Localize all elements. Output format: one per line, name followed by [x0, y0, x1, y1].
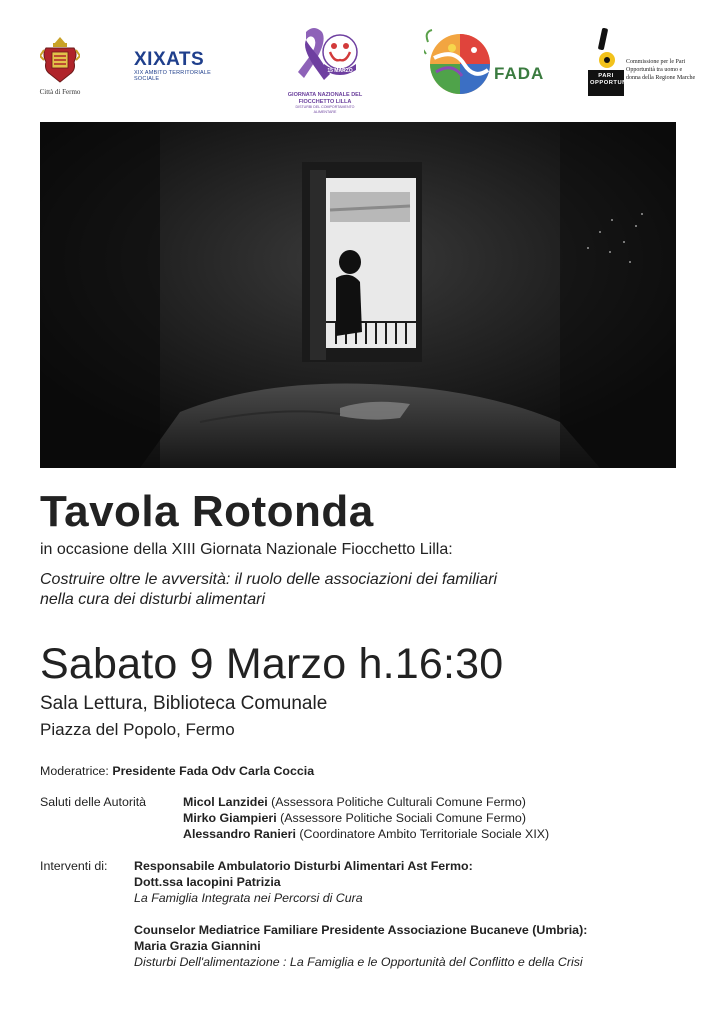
pari-opportunita-caption: Commissione per le Pari Opportunità tra uomo e donna della Regione Marche [626, 59, 696, 81]
intervento-person: Maria Grazia Giannini [134, 939, 261, 953]
pari-opportunita-logo [586, 26, 696, 102]
event-theme-line-1: Costruire oltre le avversità: il ruolo delle associazioni dei familiari [40, 571, 498, 588]
citta-di-fermo-logo [34, 34, 86, 96]
fermo-caption: Città di Fermo [39, 88, 81, 96]
lilla-caption: GIORNATA NAZIONALE DEL FIOCCHETTO LILLA [287, 92, 363, 105]
interventi-label: Interventi di: [40, 859, 108, 873]
lilla-ribbon-icon [284, 26, 366, 86]
exclamation-icon [586, 26, 626, 72]
saluti-person-name: Micol Lanzidei [183, 795, 268, 809]
event-venue: Sala Lettura, Biblioteca Comunale [40, 693, 328, 714]
intervento-talk: Disturbi Dell'alimentazione : La Famiglia e le Opportunità del Conflitto e della Crisi [134, 955, 583, 969]
moderatrice-line [40, 763, 314, 779]
lilla-subcaption: DISTURBI DEL COMPORTAMENTO ALIMENTARE [295, 105, 355, 114]
intervento-role: Counselor Mediatrice Familiare Presidente Associazione Bucaneve (Umbria): [134, 923, 588, 937]
saluti-person [183, 810, 683, 826]
event-subtitle: in occasione della XIII Giornata Nazionale Fiocchetto Lilla: [40, 541, 453, 558]
event-date: Sabato 9 Marzo h.16:30 [40, 640, 504, 688]
moderatrice-label: Moderatrice: [40, 764, 109, 778]
intervento-item [134, 858, 704, 906]
saluti-person-role: (Assessora Politiche Culturali Comune Fermo) [271, 795, 526, 809]
fada-logo-text: FADA [494, 64, 545, 83]
pari-opportunita-box: PARI OPPORTUNITÀ [588, 70, 624, 96]
lilla-badge-text: 15 MARZO [327, 68, 353, 74]
event-theme-line-2: nella cura dei disturbi alimentari [40, 591, 265, 608]
fiocchetto-lilla-logo [284, 26, 366, 114]
ats-logo-text: XIXATS [134, 49, 205, 70]
fermo-crest-icon [40, 34, 80, 86]
saluti-person-role: (Assessore Politiche Sociali Comune Fermo) [280, 811, 526, 825]
saluti-label: Saluti delle Autorità [40, 795, 147, 809]
saluti-person-name: Mirko Giampieri [183, 811, 277, 825]
intervento-person: Dott.ssa Iacopini Patrizia [134, 875, 281, 889]
saluti-person [183, 794, 683, 810]
hero-photo [40, 122, 676, 468]
saluti-person [183, 826, 683, 842]
saluti-list [183, 794, 683, 842]
interventi-list [134, 858, 704, 986]
ats-logo-subtitle: XIX AMBITO TERRITORIALE SOCIALE [134, 70, 212, 82]
saluti-person-name: Alessandro Ranieri [183, 827, 296, 841]
intervento-role: Responsabile Ambulatorio Disturbi Alimentari Ast Fermo: [134, 859, 473, 873]
moderatrice-name: Presidente Fada Odv Carla Coccia [112, 764, 315, 778]
event-title: Tavola Rotonda [40, 487, 374, 536]
intervento-item [134, 922, 704, 970]
event-theme [40, 570, 680, 610]
fada-mosaic-icon [424, 28, 496, 100]
ats-logo [134, 50, 228, 82]
saluti-person-role: (Coordinatore Ambito Territoriale Sociale XIX) [299, 827, 550, 841]
event-address: Piazza del Popolo, Fermo [40, 720, 235, 739]
logos-row [0, 26, 724, 114]
intervento-talk: La Famiglia Integrata nei Percorsi di Cura [134, 891, 363, 905]
fada-logo [424, 28, 545, 100]
